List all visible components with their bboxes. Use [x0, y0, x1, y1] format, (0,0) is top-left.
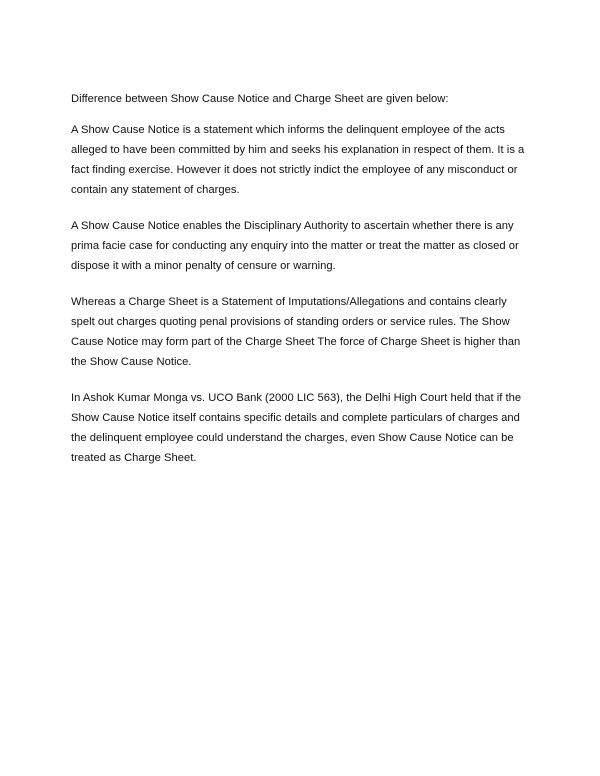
show-cause-purpose-paragraph: A Show Cause Notice enables the Disciplinary Authority to ascertain whether there is any prima facie case for conducting any enquiry into the matter or treat the matter as closed or dispose it with a minor penalty of censure or warning.	[71, 220, 519, 272]
show-cause-definition-paragraph: A Show Cause Notice is a statement which informs the delinquent employee of the acts alleged to have been committed by him and seeks his explanation in respect of them. It is a fact finding exercise. However it does not strictly indict the employee of any misconduct or contain any statement of charges.	[71, 124, 525, 196]
case-law-paragraph: In Ashok Kumar Monga vs. UCO Bank (2000 LIC 563), the Delhi High Court held that if the Show Cause Notice itself contains specific details and complete particulars of charges and the delinquent employee could understand the charges, even Show Cause Notice can be treated as Charge Sheet.	[71, 392, 522, 464]
charge-sheet-paragraph: Whereas a Charge Sheet is a Statement of Imputations/Allegations and contains clearly spelt out charges quoting penal provisions of standing orders or service rules. The Show Cause Notice may form part of the Charge Sheet The force of Charge Sheet is higher than the Show Cause Notice.	[71, 296, 521, 368]
document-body	[71, 89, 533, 484]
intro-paragraph: Difference between Show Cause Notice and Charge Sheet are given below:	[71, 93, 449, 105]
